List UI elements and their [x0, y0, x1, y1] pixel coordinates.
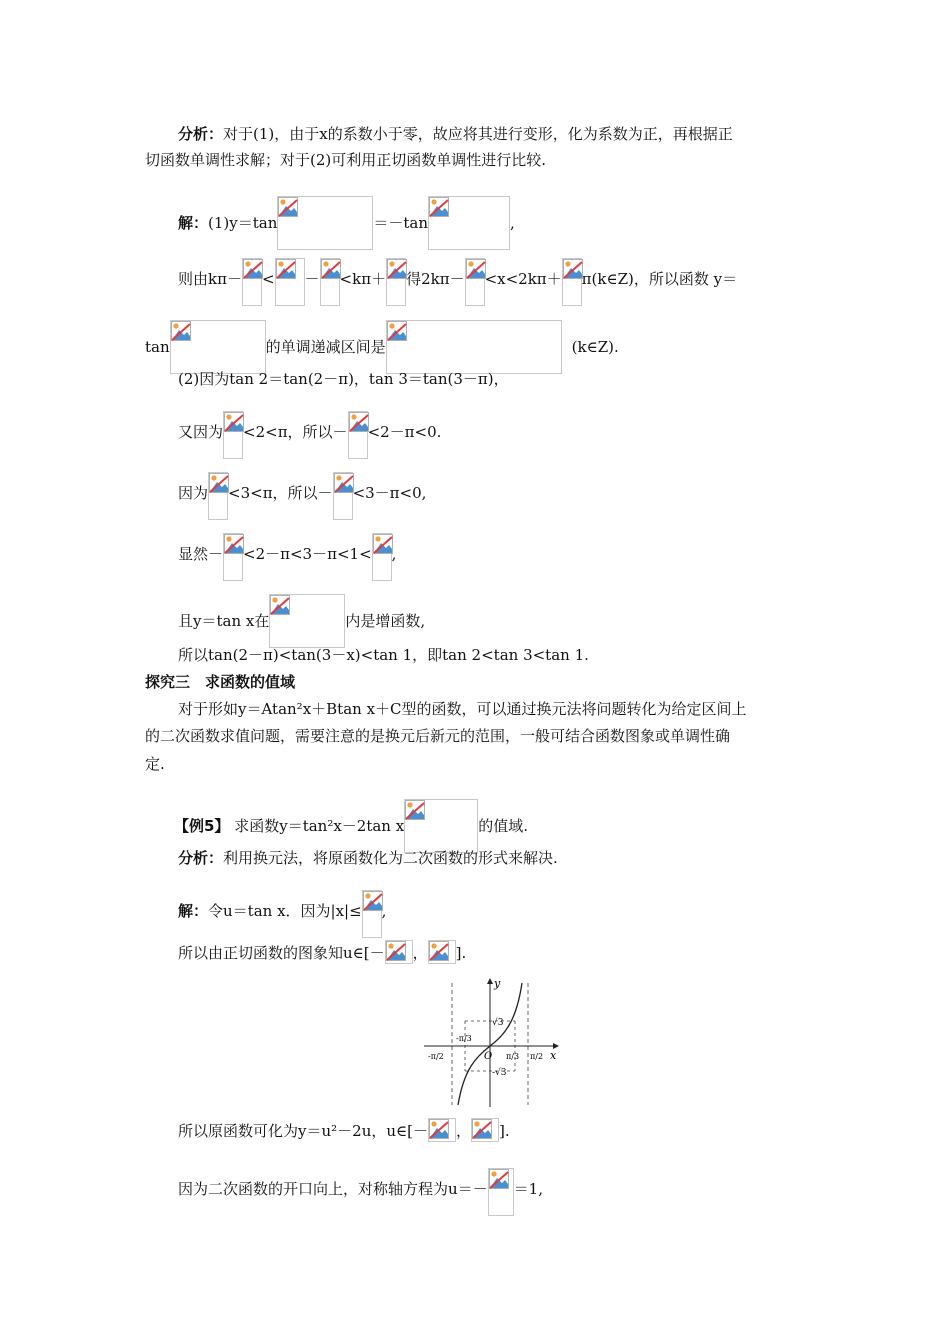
- graph-sqrt3: √3: [492, 1018, 504, 1028]
- section3-title: 探究三 求函数的值域: [145, 673, 296, 691]
- broken-image-icon: [488, 1168, 514, 1216]
- solution2-line4: 因为二次函数的开口向上，对称轴方程为u＝－ ＝1,: [178, 1168, 543, 1216]
- broken-image-icon: [320, 258, 340, 306]
- graph-neg-pi3: -π/3: [456, 1034, 472, 1043]
- broken-image-icon: [242, 258, 262, 306]
- broken-image-icon: [223, 411, 243, 459]
- solution1-line9: 所以tan(2－π)<tan(3－x)<tan 1，即tan 2<tan 3<tan 1.: [178, 646, 589, 664]
- analysis1-line1: 分析：对于(1)，由于x的系数小于零，故应将其进行变形，化为系数为正，再根据正: [178, 125, 733, 143]
- broken-image-icon: [386, 320, 562, 374]
- section3-p3: 定.: [145, 755, 165, 773]
- solution1-line5: 又因为 <2<π，所以－ <2－π<0.: [178, 411, 441, 459]
- graph-neg-pi2: -π/2: [428, 1052, 444, 1061]
- section3-p2: 的二次函数求值问题，需要注意的是换元后新元的范围，一般可结合函数图象或单调性确: [145, 727, 731, 745]
- broken-image-icon: [404, 799, 478, 853]
- broken-image-icon: [428, 196, 510, 250]
- analysis2-line: 分析：利用换元法，将原函数化为二次函数的形式来解决.: [178, 849, 558, 867]
- solution2-line1: 解：令u＝tan x．因为|x|≤ ,: [178, 890, 386, 938]
- graph-y-label: y: [494, 977, 501, 990]
- example5-line: 【例5】 求函数y＝tan²x－2tan x 的值域.: [174, 799, 528, 853]
- broken-image-icon: [465, 258, 485, 306]
- solution2-line3: 所以原函数可化为y＝u²－2u，u∈[－ ， ].: [178, 1118, 510, 1143]
- broken-image-icon: [275, 258, 305, 306]
- broken-image-icon: [386, 258, 406, 306]
- broken-image-icon: [428, 940, 456, 964]
- graph-x-label: x: [550, 1049, 557, 1062]
- broken-image-icon: [170, 320, 266, 374]
- broken-image-icon: [277, 196, 373, 250]
- solution1-line2: 则由kπ－ < － <kπ＋ 得2kπ－ <x<2kπ＋ π(k∈Z)，所以函数 y＝: [178, 258, 737, 306]
- broken-image-icon: [333, 472, 353, 520]
- solution1-line1: 解：(1)y＝tan ＝－tan ,: [178, 196, 515, 250]
- graph-pi3: π/3: [506, 1052, 520, 1061]
- broken-image-icon: [269, 594, 345, 648]
- broken-image-icon: [562, 258, 582, 306]
- broken-image-icon: [348, 411, 368, 459]
- broken-image-icon: [372, 533, 392, 581]
- tangent-graph: [424, 973, 564, 1109]
- broken-image-icon: [385, 940, 413, 964]
- broken-image-icon: [362, 890, 382, 938]
- solution1-line8: 且y＝tan x在 内是增函数,: [178, 594, 425, 648]
- graph-neg-sqrt3: -√3: [492, 1068, 507, 1078]
- broken-image-icon: [428, 1118, 456, 1142]
- analysis1-label: 分析：: [178, 125, 224, 143]
- broken-image-icon: [208, 472, 228, 520]
- solution1-line3: tan 的单调递减区间是 (k∈Z).: [145, 320, 619, 374]
- analysis1-line2: 切函数单调性求解；对于(2)可利用正切函数单调性进行比较.: [145, 151, 547, 169]
- solution1-line4: (2)因为tan 2＝tan(2－π)，tan 3＝tan(3－π)，: [178, 370, 509, 388]
- solution2-line2: 所以由正切函数的图象知u∈[－ ， ].: [178, 940, 466, 965]
- graph-origin: O: [484, 1051, 493, 1062]
- solution1-line6: 因为 <3<π，所以－ <3－π<0,: [178, 472, 426, 520]
- graph-pi2: π/2: [530, 1052, 544, 1061]
- section3-p1: 对于形如y＝Atan²x＋Btan x＋C型的函数，可以通过换元法将问题转化为给定区间上: [178, 700, 747, 718]
- broken-image-icon: [223, 533, 243, 581]
- broken-image-icon: [471, 1118, 499, 1142]
- solution1-line7: 显然－ <2－π<3－π<1< ,: [178, 533, 396, 581]
- example5-label: 【例5】: [174, 817, 230, 835]
